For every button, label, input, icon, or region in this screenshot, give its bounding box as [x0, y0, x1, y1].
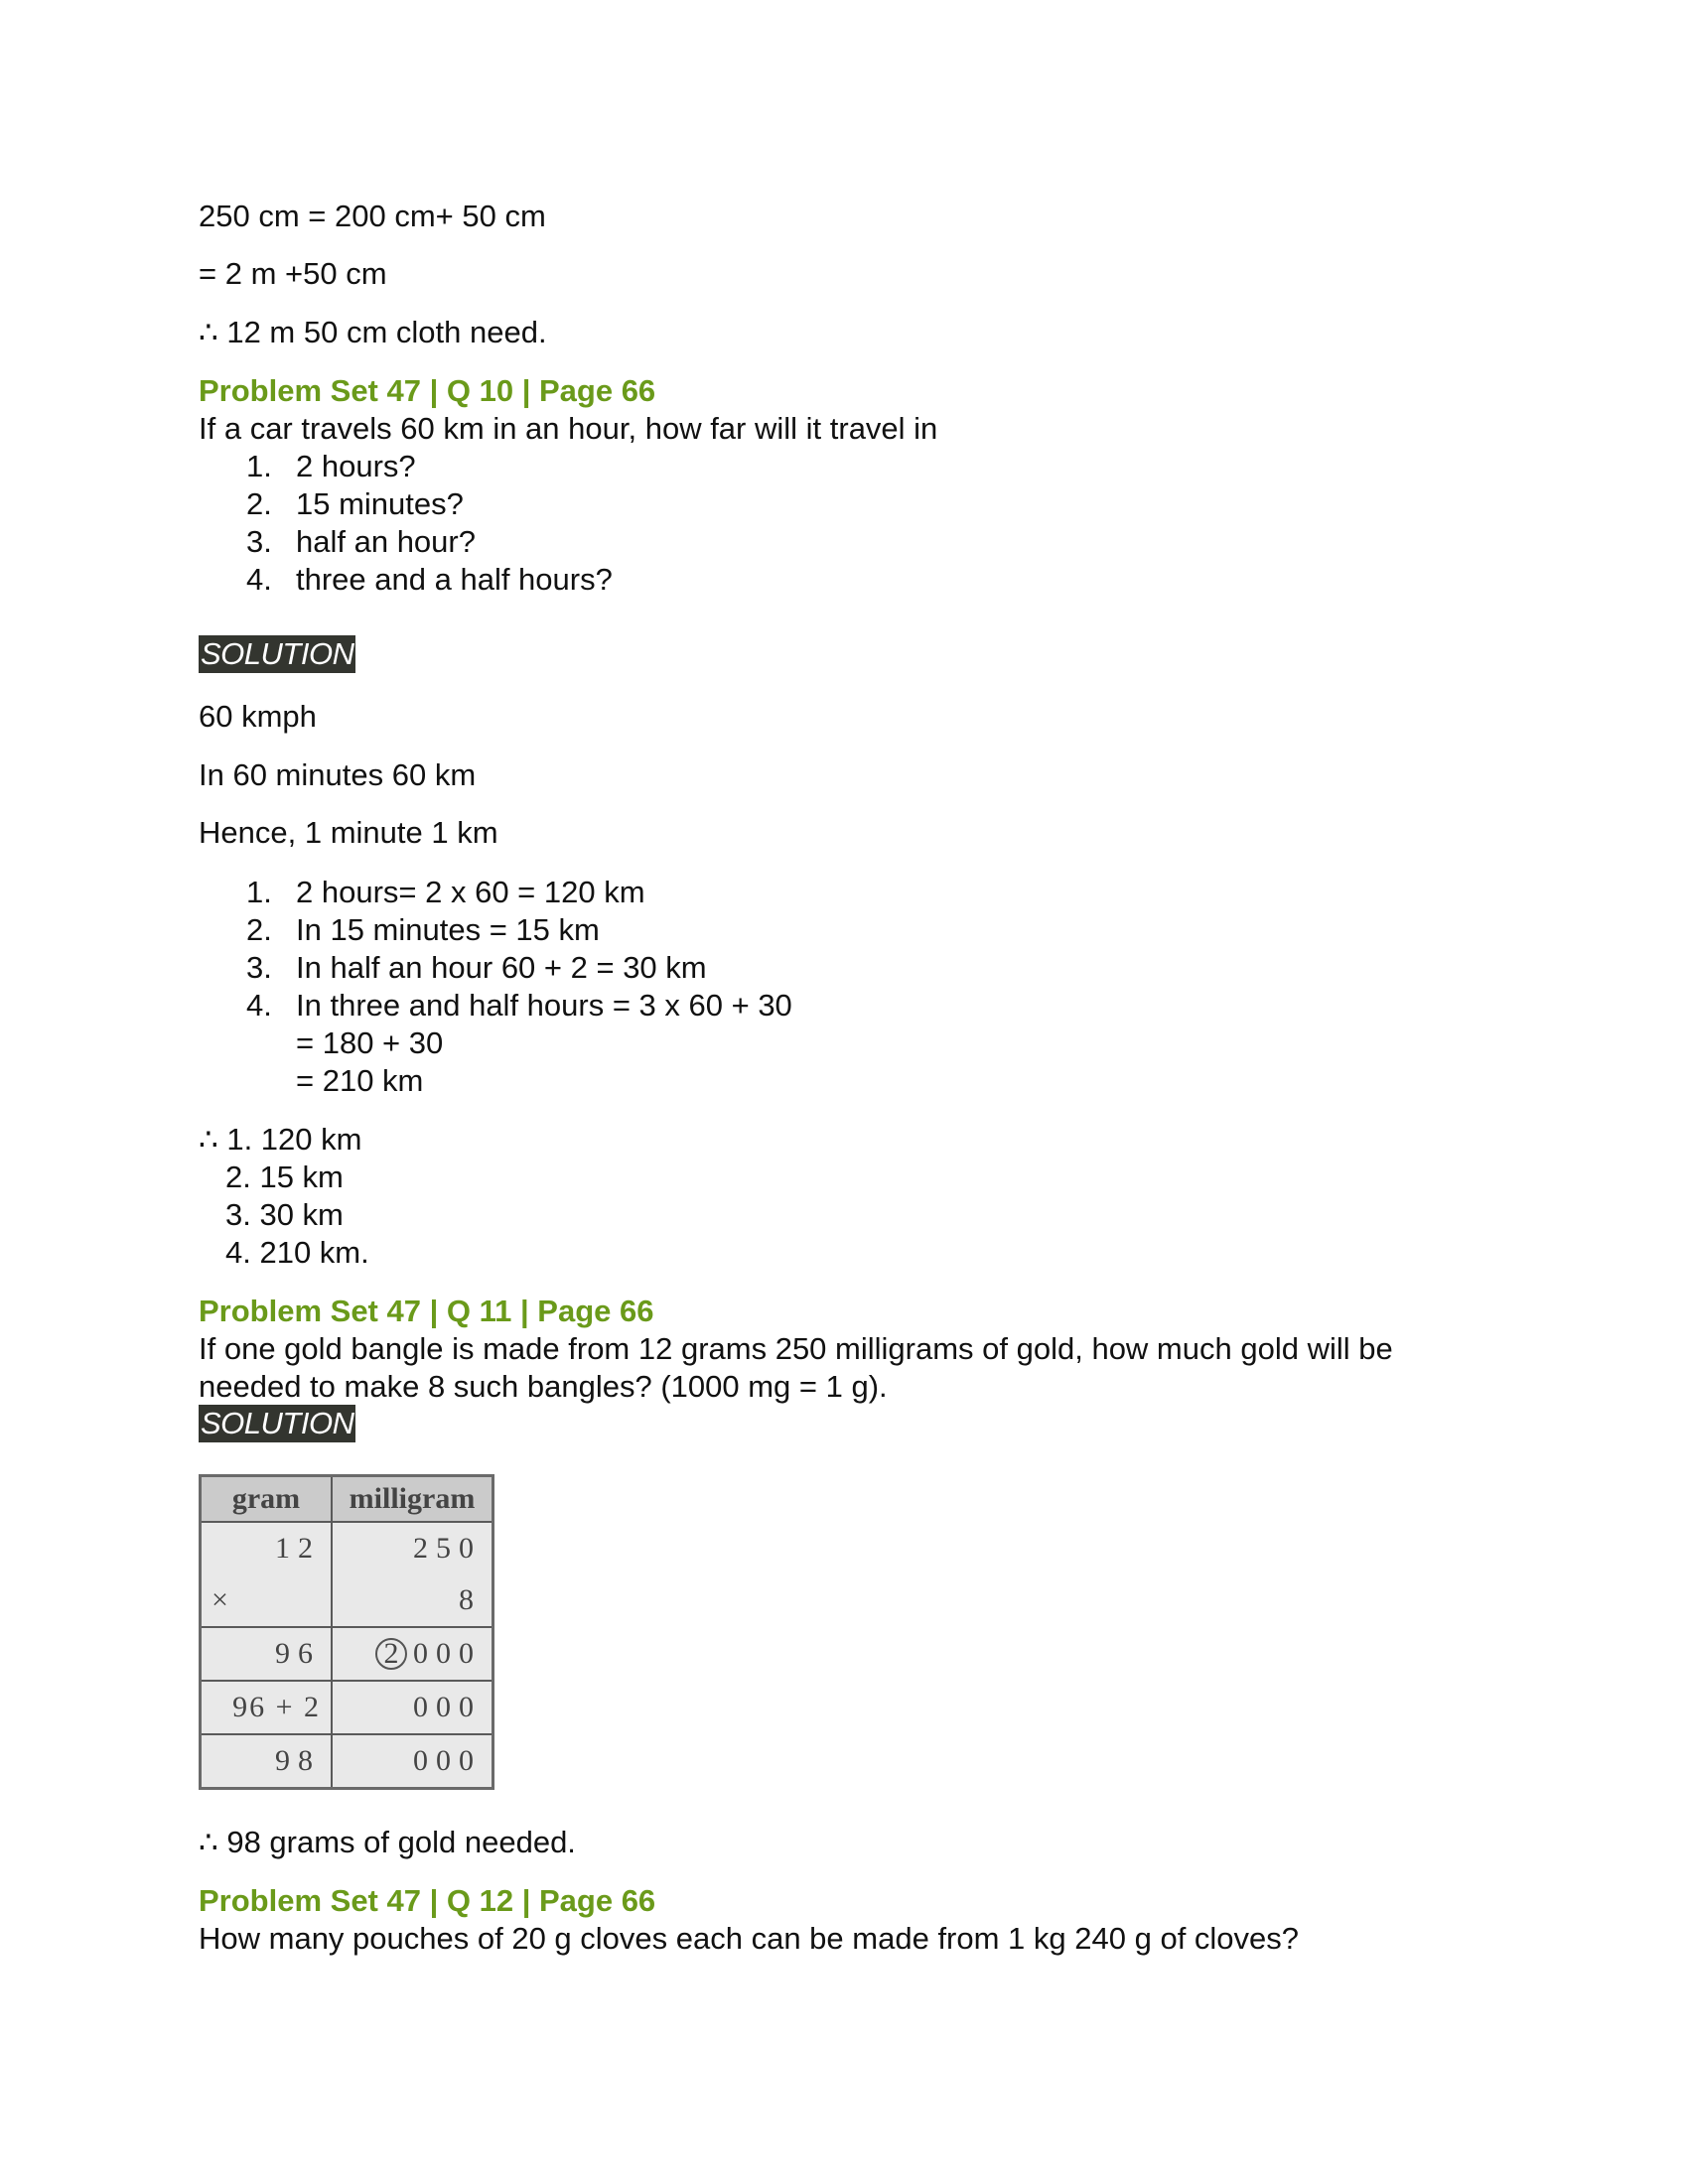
list-text: 15 minutes? [296, 486, 464, 521]
list-text: In 15 minutes = 15 km [296, 912, 600, 947]
table-cell-value: 000 [413, 1637, 482, 1670]
multiply-sign: × [211, 1583, 228, 1616]
gram-milligram-table [199, 1474, 494, 1790]
q10-solution-label-wrap [199, 635, 355, 673]
list-item [246, 874, 645, 911]
q10-question: If a car travels 60 km in an hour, how far will it travel in [199, 411, 938, 446]
list-number: 1. [246, 449, 272, 483]
q12-heading: Problem Set 47 | Q 12 | Page 66 [199, 1883, 656, 1918]
carry-circle: 2 [375, 1638, 407, 1670]
list-number: 3. [246, 524, 272, 559]
q11-solution-label-wrap [199, 1405, 355, 1442]
table-row [201, 1574, 493, 1627]
column-header-milligram: milligram [332, 1476, 493, 1523]
q10-solution-line-2: In 60 minutes 60 km [199, 757, 477, 792]
table-cell-gram: 98 [201, 1734, 333, 1789]
table-cell-mg: 000 [332, 1681, 493, 1734]
prev-solution-line-2: = 2 m +50 cm [199, 256, 387, 291]
list-item [246, 987, 792, 1024]
list-text: = 210 km [296, 1063, 424, 1098]
list-number: 2. [246, 912, 272, 947]
list-text: In half an hour 60 + 2 = 30 km [296, 950, 707, 985]
answer-line: 3. 30 km [225, 1197, 344, 1232]
solution-label: SOLUTION [201, 1406, 354, 1440]
table-cell-gram: 96 [201, 1627, 333, 1681]
q12-question: How many pouches of 20 g cloves each can be made from 1 kg 240 g of cloves? [199, 1921, 1300, 1956]
q10-solution-line-1: 60 kmph [199, 699, 317, 734]
q11-heading: Problem Set 47 | Q 11 | Page 66 [199, 1294, 654, 1328]
table-row [201, 1681, 493, 1734]
answer-line: 4. 210 km. [225, 1235, 369, 1270]
q10-heading: Problem Set 47 | Q 10 | Page 66 [199, 373, 656, 408]
table-cell-gram [201, 1574, 333, 1627]
q11-question-line-1: If one gold bangle is made from 12 grams 250 milligrams of gold, how much gold will be [199, 1331, 1393, 1366]
list-item [246, 448, 416, 485]
list-item [246, 523, 476, 561]
list-item [246, 485, 464, 523]
list-item [246, 561, 613, 599]
list-item-continuation [246, 1024, 443, 1062]
q11-question-line-2: needed to make 8 such bangles? (1000 mg = 1 g). [199, 1369, 888, 1404]
table-row [201, 1522, 493, 1574]
list-text: 2 hours= 2 x 60 = 120 km [296, 875, 645, 909]
answer-line: 2. 15 km [225, 1160, 344, 1194]
list-text: = 180 + 30 [296, 1025, 444, 1060]
list-item [246, 949, 707, 987]
table-cell-mg [332, 1627, 493, 1681]
list-item-continuation [246, 1062, 423, 1100]
q11-conclusion: ∴ 98 grams of gold needed. [199, 1825, 576, 1859]
q10-solution-line-3: Hence, 1 minute 1 km [199, 815, 498, 850]
list-number: 1. [246, 875, 272, 909]
list-number: 3. [246, 950, 272, 985]
list-number: 4. [246, 562, 272, 597]
table-row [201, 1627, 493, 1681]
list-text: In three and half hours = 3 x 60 + 30 [296, 988, 792, 1023]
table-cell-gram: 96 + 2 [201, 1681, 333, 1734]
list-text: half an hour? [296, 524, 476, 559]
list-item [246, 911, 600, 949]
table-cell-gram: 12 [201, 1522, 333, 1574]
list-text: 2 hours? [296, 449, 416, 483]
list-text: three and a half hours? [296, 562, 613, 597]
table-cell-mg: 8 [332, 1574, 493, 1627]
column-header-gram: gram [201, 1476, 333, 1523]
solution-label: SOLUTION [201, 636, 354, 671]
table-cell-mg: 000 [332, 1734, 493, 1789]
list-number: 4. [246, 988, 272, 1023]
prev-solution-conclusion: ∴ 12 m 50 cm cloth need. [199, 315, 547, 349]
list-number: 2. [246, 486, 272, 521]
answer-line: ∴ 1. 120 km [199, 1122, 362, 1157]
table-cell-mg: 250 [332, 1522, 493, 1574]
table-row [201, 1734, 493, 1789]
table-header-row [201, 1476, 493, 1523]
prev-solution-line-1: 250 cm = 200 cm+ 50 cm [199, 199, 546, 233]
